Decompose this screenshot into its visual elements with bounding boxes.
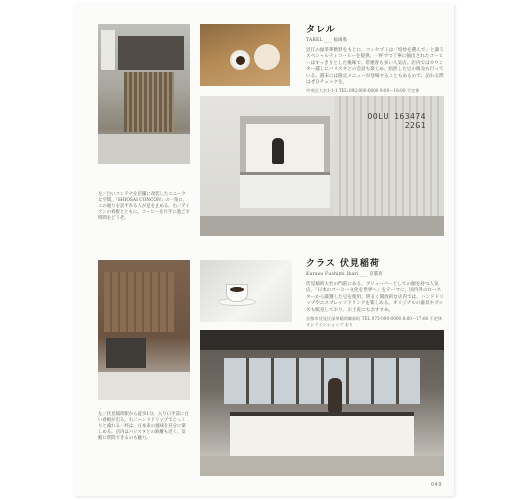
shop-entrance-glass [106,338,146,368]
barista-figure [328,378,342,412]
wooden-lattice-door [124,72,174,132]
storefront-photo-mid [98,260,190,400]
ceiling [200,330,444,350]
street-pavement [98,372,190,400]
service-counter [240,172,330,208]
saucer [254,44,280,70]
rusted-iron-panel [104,272,174,332]
coffee-cup [226,284,248,302]
ground [200,216,444,236]
shop-name-kurasu: クラス 伏見稲荷 [306,259,380,269]
caption-top: 左／白いコンテナを店舗に改装したユニークな空間。「SHIOSAI CONCON」の一角に、この通りを訪ずれる人が足を止める。右／アイアンの看板とともに、コーヒーを片手に過ごす時間をどうぞ。 [98,192,190,221]
shop-body-kurasu: 伏見稲荷大社の門前にある、ブリューバーとしての顔を持つ人気店。「日本のコーヒー文化を世界へ」をテーマに、国内外のロースターから厳選した豆を使用。明るく開放的な店内では、ハンドドリップやエスプレッソドリンクを楽しめる。オリジナルの器具やグッズも販売しており、お土産にもおすすめ。 [306,282,444,313]
container-id-marking: OOLU 163474 22G1 [367,112,426,130]
page-number: 049 [430,482,442,488]
cafe-interior-photo [200,330,444,476]
shop-subtitle-tarel: TAREL ___ 福岡県 [306,38,348,43]
service-counter [230,412,414,456]
building-window [101,30,115,70]
shop-article-tarel [306,22,444,94]
barista-figure [272,138,284,164]
floor [200,456,444,476]
shop-subtitle-kurasu: Kurasu Fushimi Inari ___ 京都府 [306,272,384,277]
shop-body-tarel: 近江の緑茶系飲料をもとに、コンセプトは「焙炒を選んで」と謳うスペシャルティコーヒーを提供。一杯ずつ丁寧に抽出されたコーヒーはすっきりとした後味で、常連客も多い人気店。店内ではカウンター越しにバリスタとの会話も楽しめ、焙煎した豆の販売も行っている。週末には限定メニューが登場することもあるので、訪れる際はぜひチェックを。 [306,48,444,86]
container-storefront-photo [200,96,444,236]
shop-article-kurasu [306,256,444,328]
shop-info-kurasu: 京都市伏見区深草稲荷御前町 TEL 075-000-0000 8:00〜17:00 不定休 オンラインショップ あり [306,316,443,327]
coffee-cup [230,50,250,70]
container-interior [246,124,324,174]
coffee-overhead-photo [200,24,290,86]
back-window [224,358,420,404]
building-facade-frame [118,36,184,70]
street-pavement [98,134,190,164]
storefront-photo-top [98,24,190,164]
coffee-cup-photo [200,260,292,322]
shop-info-tarel: 中央区大名1-1-1 TEL 092-000-0000 9:00〜18:00 不定休 [306,88,420,94]
magazine-page [74,4,454,496]
shop-name-tarel: タレル [306,25,336,35]
caption-bottom: 左／伏見稲荷駅から徒歩1分。入り口手前に白い看板が出る。右／ハンドドリップでじっくりと淹れる一杯は、豆本来の風味を存分に楽しめる。店内はバリスタとの距離も近く、気軽に質問できるのも魅力。 [98,412,189,441]
